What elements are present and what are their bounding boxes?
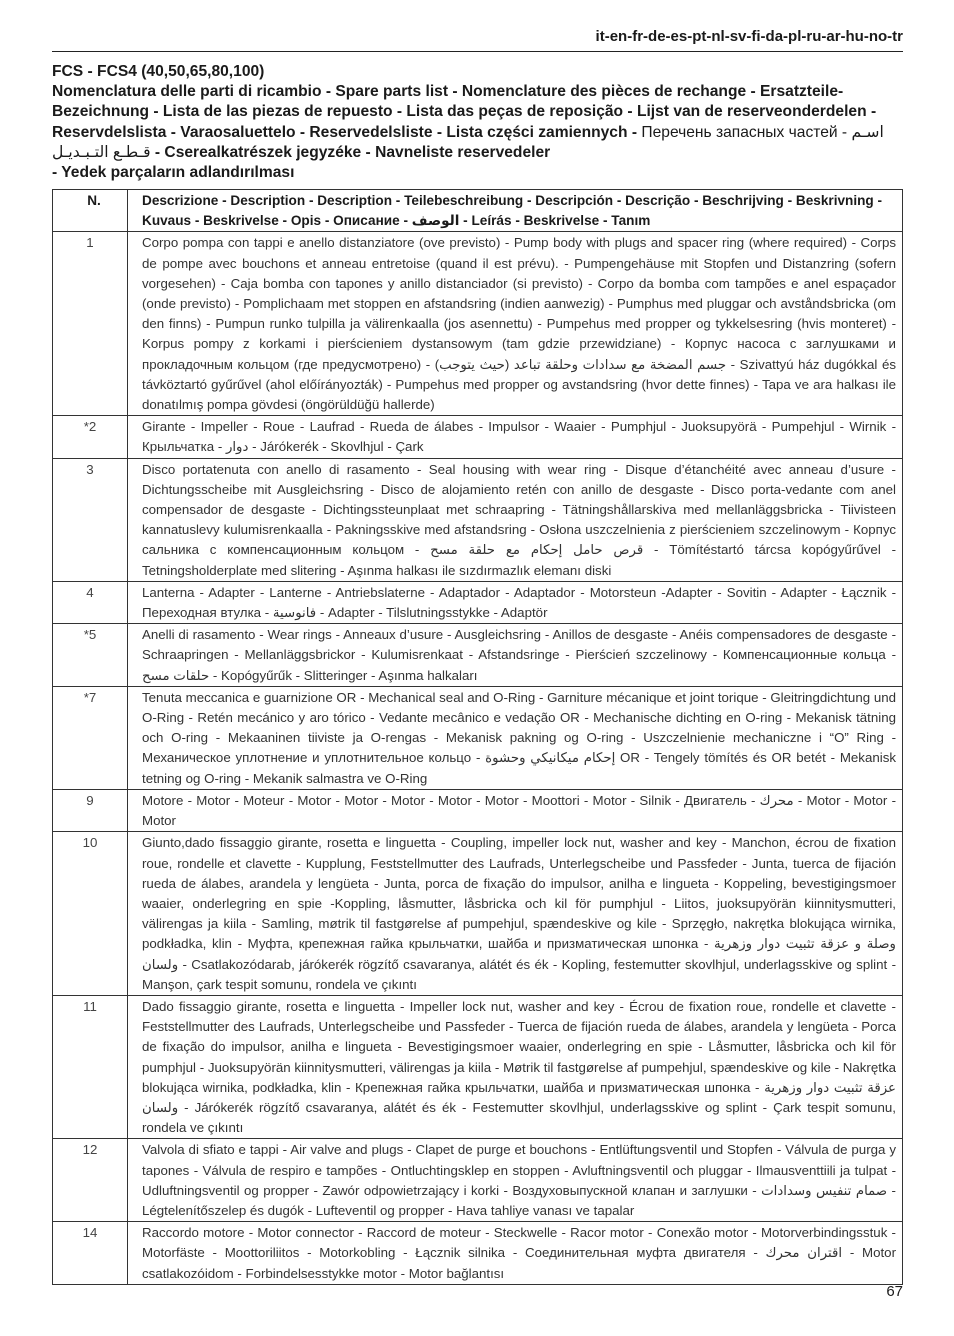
part-number: *5 <box>53 624 128 687</box>
part-description: Motore - Motor - Moteur - Motor - Motor - Motor - Motor - Motor - Moottori - Motor - Silnik - Двигатель - محرك - Motor - Motor - Motor <box>128 789 903 831</box>
part-description: Disco portatenuta con anello di rasamento - Seal housing with wear ring - Disque d’étanchéité avec anneau d’usure - Dichtungsscheibe mit Ausgleichsring - Disco de alojamiento retén con anillo de desgaste - Disco porta-vedante com anel compensador de desgaste - Dichtingssteunplaat met schraapring - Tätningshållarskiva med mellanläggsbricka - Tiivisteen kannatuslevy kulumisrenkaalla - Pakningsskive med afstandsring - Osłona uszczelnienia z pierścieniem szczelinowym - Корпус сальника с компенсационным кольцом - قرص حامل إحكام مع حلقة مسح - Tömítéstartó tárcsa kopógyűrűvel - Tetningsholderplate med slitering - Aşınma halkası ile sızdırmazlık elemanı diski <box>128 458 903 581</box>
table-row <box>53 789 903 831</box>
part-description: Anelli di rasamento - Wear rings - Anneaux d’usure - Ausgleichsring - Anillos de desgaste - Anéis compensadores de desgaste - Schraapringen - Mellanläggsbrickor - Kulumisrenkaat - Afstandsringe - Pierścień szczelinowy - Компенсационные кольца - حلقات مسح - Kopógyűrűk - Slitteringer - Aşınma halkaları <box>128 624 903 687</box>
part-description: Dado fissaggio girante, rosetta e linguetta - Impeller lock nut, washer and key - Écrou de fixation roue, rondelle et clavette - Feststellmutter des Laufrads, Unterlegscheibe und Passfeder - Tuerca de fijación rueda de álabes, arandela y lengüeta - Porca de fixação do impulsor, anilha e lingueta - Bevestigingsmoer waaier, onderlegring en spie - Låsmutter, låsbricka och kil för pumphjul - Juoksupyörän kiinnitysmutteri, välirengas ja kiila - Møtrik til fastgørelse af pumpehjul, spændeskive og kile - Nakrętka blokująca wirnika, podkładka, klin - Крепежная гайка крыльчатки, шайба и призматическая шпонка - عزقة تثبيت دوار وزهرية ولسان - Járókerék rögzítő csavaranya, alátét és ék - Festemutter skovlhjul, underlagsskive og splint - Çark tespit somunu, rondela ve çıkıntı <box>128 995 903 1138</box>
part-description: Raccordo motore - Motor connector - Raccord de moteur - Steckwelle - Racor motor - Conexão motor - Motorverbindingsstuk - Motorfäste - Moottoriliitos - Motorkobling - Łącznik silnika - Соединительная муфта двигателя - اقتران محرك - Motor csatlakozóidom - Forbindelsesstykke motor - Motor bağlantısı <box>128 1222 903 1285</box>
table-row <box>53 624 903 687</box>
table-row <box>53 832 903 996</box>
table-row <box>53 1222 903 1285</box>
spare-parts-table <box>52 189 903 1285</box>
part-number: 14 <box>53 1222 128 1285</box>
part-number: *7 <box>53 686 128 789</box>
part-number: 12 <box>53 1139 128 1222</box>
title-multilingual: Nomenclatura delle parti di ricambio - Spare parts list - Nomenclature des pièces de rechange - Ersatzteile-Bezeichnung - Lista de las piezas de repuesto - Lista das peças de reposição - Lijst van de reserveonderdelen - Reservdelslista - Varaosaluettelo - Reservedelsliste - Lista części zamiennych - <box>52 83 877 141</box>
title-turkish: - Yedek parçaların adlandırılması <box>52 164 295 182</box>
table-row <box>53 686 903 789</box>
table-row <box>53 1139 903 1222</box>
header-number: N. <box>53 190 128 232</box>
table-row <box>53 232 903 416</box>
part-description: Valvola di sfiato e tappi - Air valve and plugs - Clapet de purge et bouchons - Entlüftungsventil und Stopfen - Válvula de purga y tapones - Válvula de respiro e tampões - Ontluchtingsklep en stoppen - Avluftningsventil och pluggar - Ilmausventtiili ja tulpat - Udluftningsventil og propper - Zawór odpowietrzający i korki - Воздуховыпускной клапан и заглушки - صمام تنفيس وسدادات - Légtelenítőszelep és dugók - Lufteventil og propper - Hava tahliye vanası ve tapalar <box>128 1139 903 1222</box>
table-row <box>53 995 903 1138</box>
header-rule <box>52 51 903 52</box>
model-title: FCS - FCS4 (40,50,65,80,100) <box>52 63 265 80</box>
title-other-languages: - Cserealkatrészek jegyzéke - Navneliste reservedeler <box>154 143 551 161</box>
part-description: Tenuta meccanica e guarnizione OR - Mechanical seal and O-Ring - Garniture mécanique et joint torique - Gleitringdichtung und O-Ring - Retén mecánico y aro tórico - Vedante mecânico e vedação OR - Mechanische dichting en O-ring - Mekanisk tätning och O-ring - Mekaaninen tiiviste ja O-rengas - Mekanisk pakning og O-ring - Uszczelnienie mechaniczne i “O” Ring - Механическое уплотнение и уплотнительное кольцо - إحكام ميكانيكي وحشوة OR - Tengely tömítés és OR betét - Mekanisk tetning og O-ring - Mekanik salmastra ve O-Ring <box>128 686 903 789</box>
part-description: Giunto,dado fissaggio girante, rosetta e linguetta - Coupling, impeller lock nut, washer and key - Manchon, écrou de fixation roue, rondelle et clavette - Kupplung, Feststellmutter des Laufrads, Unterlegscheibe und Passfeder - Junta, tuerca de fijación rueda de álabes, arandela y lengüeta - Junta, porca de fixação do impulsor, anilha e lingueta - Koppeling, bevestigingsmoer waaier, onderlegring en spie -Koppling, låsmutter, låsbricka och kil för pumphjul - Liitos, juoksupyörän kiinnitysmutteri, välirengas ja kiila - Samling, møtrik til fastgørelse af pumpehjul, spændeskive og kile - Sprzęgło, nakrętka blokująca wirnika, podkładka, klin - Муфта, крепежная гайка крыльчатки, шайба и призматическая шпонка - وصلة و عزقة تثبيت دوار وزهرية ولسان - Csatlakozódarab, járókerék rögzítő csavaranya, alátét és ék - Kopling, festemutter skovlhjul, underlagsskive og splint - Manşon, çark tespit somunu, rondela ve çıkıntı <box>128 832 903 996</box>
part-number: 11 <box>53 995 128 1138</box>
part-number: 4 <box>53 581 128 623</box>
table-row <box>53 581 903 623</box>
table-row <box>53 458 903 581</box>
document-heading <box>52 62 903 183</box>
part-description: Girante - Impeller - Roue - Laufrad - Rueda de álabes - Impulsor - Waaier - Pumphjul - Juoksupyörä - Pumpehjul - Wirnik - Крыльчатка - دوار - Járókerék - Skovlhjul - Çark <box>128 416 903 458</box>
language-codes: it-en-fr-de-es-pt-nl-sv-fi-da-pl-ru-ar-hu-no-tr <box>595 28 903 45</box>
part-number: 3 <box>53 458 128 581</box>
header-description: Descrizione - Description - Description - Teilebeschreibung - Descripción - Descrição - Beschrijving - Beskrivning - Kuvaus - Beskrivelse - Opis - Описание - الوصف - Leírás - Beskrivelse - Tanım <box>128 190 903 232</box>
part-number: 10 <box>53 832 128 996</box>
part-number: 9 <box>53 789 128 831</box>
table-row <box>53 416 903 458</box>
table-header-row <box>53 190 903 232</box>
title-russian: Перечень запасных частей - <box>641 123 848 141</box>
part-description: Corpo pompa con tappi e anello distanziatore (ove previsto) - Pump body with plugs and spacer ring (where required) - Corps de pompe avec bouchons et anneau entretoise (quand il est prévu). - Pumpengehäuse mit Stopfen und Distanzring (sofern vorgesehen) - Caja bomba con tapones y anillo distanciador (si previsto) - Corpo da bomba com tampões e anel espaçador (onde previsto) - Pomplichaam met stoppen en afstandsring (indien aanwezig) - Pumphus med pluggar och avståndsbricka (om den finns) - Pumpun runko tulpilla ja välirenkaalla (jos asennettu) - Pumpehus med propper og tykkelsesring (hvis monteret) - Korpus pompy z korkami i pierścieniem dystansowym (tam gdzie przewidziane) - Корпус насоса с заглушками и прокладочным кольцом (где предусмотрено) - جسم المضخة مع سدادات وحلقة تباعد (حيث يتوجب) - Szivattyú ház dugókkal és távköztartó gyűrűvel (ahol előírányozták) - Pumpehus med propper og avstandsring (hvor dette finnes) - Tapa ve ara halkası ile donatılmış pompa gövdesi (öngörüldüğü hallerde) <box>128 232 903 416</box>
page-number: 67 <box>886 1283 903 1300</box>
title-arabic: اسـم قـطـع التـبـديـل <box>52 123 884 161</box>
part-description: Lanterna - Adapter - Lanterne - Antriebslaterne - Adaptador - Adaptador - Motorsteun -Adapter - Sovitin - Adapter - Łącznik - Переходная втулка - فانوسية - Adapter - Tilslutningsstykke - Adaptör <box>128 581 903 623</box>
part-number: 1 <box>53 232 128 416</box>
part-number: *2 <box>53 416 128 458</box>
